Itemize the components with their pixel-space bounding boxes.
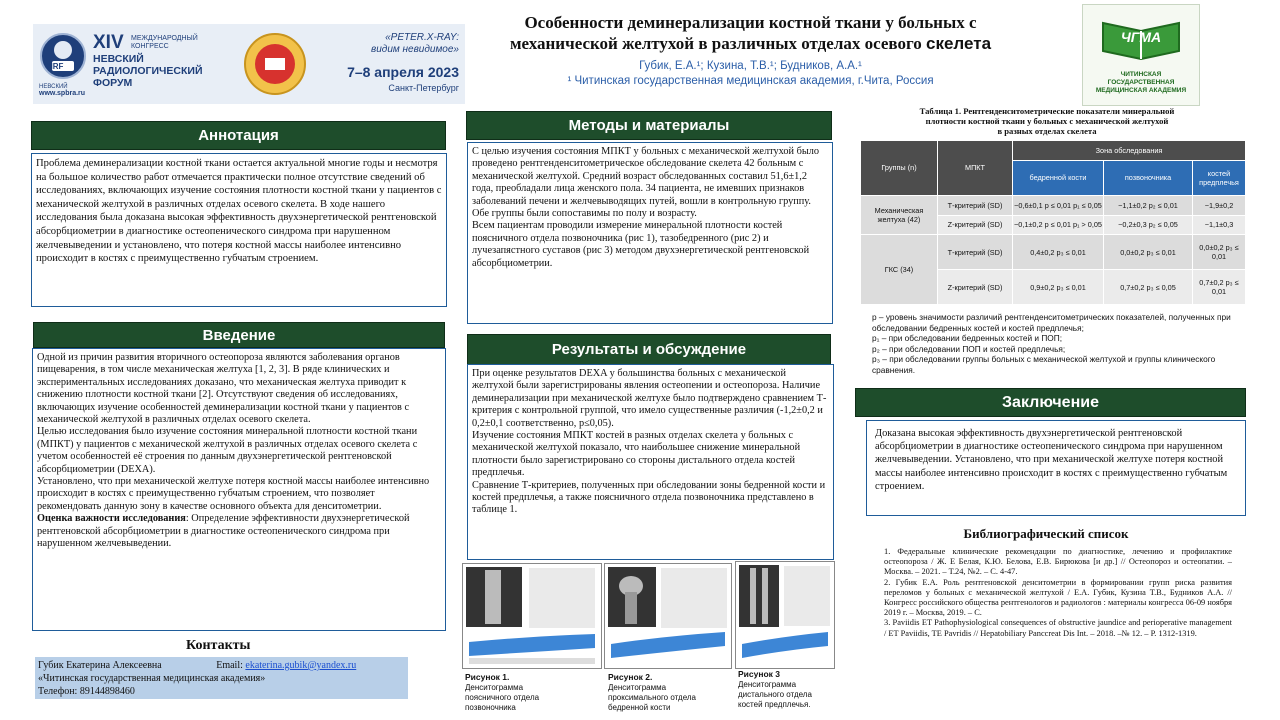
intro-box [32, 348, 446, 631]
intro-heading: Введение [33, 322, 445, 348]
figure-3-caption: Рисунок 3 Денситограмма дистального отдела костей предплечья. [738, 669, 812, 709]
conclusion-text: Доказана высокая эффективность двухэнергетической рентгеновской абсорбциометрии в диагностике остеопенического синдрома при нарушенном желчевыведении. Установлено, что при механической желтухе потеря костной массы наиболее интенсивно происходит в костях с преимущественно губчатым строением. [875, 428, 1228, 492]
reference-2: 2. Губик Е.А. Роль рентгеновской денситометрии в формировании групп риска развития переломов у больных с механической желтухой / Е.А. Губик, Кузина Т.В., Будников А.А. // Конгресс российского общества рентгенологов и радиологов : материалы конгресса 06-09 ноября 2019 г. – Москва, 2019. – С. [884, 577, 1232, 618]
reference-3: 3. Paviidis ET Pathophysiological consequences of obstructive jaundice and perioperative management / ET Paviidis, TE Pavridis // Hepatobiliary Panccreat Dis Int. – 2018. –№ 12. – P. 1312-1319. [884, 618, 1232, 638]
figure-3-image [735, 561, 835, 669]
table-caption: Таблица 1. Рентгенденситометрические показатели минеральной плотности костной ткани у больных с механической желтухой в разных отделах скелета [919, 106, 1175, 136]
contacts-box: Губик Екатерина Алексеевна Email: ekaterina.gubik@yandex.ru «Читинская государственная медицинская академия» Телефон: 89144898460 [35, 657, 408, 699]
contact-email-link[interactable]: ekaterina.gubik@yandex.ru [245, 660, 357, 671]
forum-subtitle: МЕЖДУНАРОДНЫЙ КОНГРЕСС [131, 35, 198, 50]
contact-name: Губик Екатерина Алексеевна [38, 660, 162, 671]
figure-2-image [604, 563, 732, 669]
table-notes: р – уровень значимости различий рентгенденситометрических показателей, полученных при обследовании бедренных костей и костей предплечья; р₁ – при обследовании бедренных костей и ПОП; р₂ – при обследовании ПОП и костей предплечья; р₃ – при обследовании группы больных с механической желтухой и группы клинического сравнения. [872, 312, 1231, 375]
intro-p3: Установлено, что при механической желтухе потеря костной массы наиболее интенсивно происходит в костях с преимущественно губчатым строением, что позволяет рекомендовать данную зону в качестве основного объекта для денситометрии. [37, 476, 430, 512]
densitogram-spine-icon [463, 564, 601, 668]
intro-p2: Целью исследования было изучение состояния минеральной плотности костной ткани (МПКТ) у пациентов с механической желтухой в различных отделах осевого скелета с учетом особенностей её строения по данным двухэнергетической рентгеновской абсорбциометрии (DEXA). [37, 426, 418, 475]
table-row: ГКС (34) Т-критерий (SD) 0,4±0,2 p₃ ≤ 0,01 0,0±0,2 p₃ ≤ 0,01 0,0±0,2 p₃ ≤ 0,01 [861, 235, 1246, 270]
annotation-box [31, 153, 447, 307]
peter-dates: 7–8 апреля 2023 [347, 64, 459, 80]
table-row: Z-критерий (SD) 0,9±0,2 p₃ ≤ 0,01 0,7±0,2 p₃ ≤ 0,05 0,7±0,2 p₃ ≤ 0,01 [861, 270, 1246, 305]
conclusion-box [866, 420, 1246, 516]
results-heading: Результаты и обсуждение [467, 334, 831, 365]
contact-phone: Телефон: 89144898460 [38, 686, 135, 697]
academy-logo [1082, 4, 1200, 106]
results-box [467, 364, 834, 560]
table-row: Z-критерий (SD) −0,1±0,2 p ≤ 0,01 p₁ > 0,05 −0,2±0,3 p₂ ≤ 0,05 −1,1±0,3 [861, 215, 1246, 235]
figure-2-caption: Рисунок 2. Денситограмма проксимального отдела бедренной кости [608, 672, 696, 712]
peter-title: «PETER.X-RAY: видим невидимое» [371, 32, 459, 55]
th-zone: Зона обследования [1013, 141, 1246, 161]
peter-city: Санкт-Петербург [388, 83, 459, 93]
intro-p4: Оценка важности исследования: Определение эффективности двухэнергетической рентгеновской абсорбциометрии в диагностике остеопенического синдрома при нарушенном желчевыведении. [37, 513, 410, 550]
th-femur: бедренной кости [1013, 160, 1104, 195]
authors-block [478, 59, 1023, 89]
poster-title: Особенности деминерализации костной ткани у больных с механической желтухой в различных отделах осевого скелета [509, 13, 992, 53]
figure-1-caption: Рисунок 1. Денситограмма поясничного отдела позвоночника [465, 672, 540, 712]
contacts-heading: Контакты [186, 638, 251, 653]
th-forearm: костей предплечья [1193, 160, 1246, 195]
densitogram-forearm-icon [736, 562, 834, 668]
nrf-emblem-icon [39, 32, 87, 80]
intro-p1: Одной из причин развития вторичного остеопороза являются заболевания органов пищеварения, в том числе механическая желтуха [1, 2, 3]. В ряде клинических и экспериментальных исследованиях доказано, что механическая желтуха приводит к снижению плотности костной ткани [2]. Отсутствуют сведения об исследованиях, включающих изучение особенностей деминерализации костной ткани у пациентов с механической желтухой в различных отделах осевого скелета. [37, 352, 410, 426]
forum-name: НЕВСКИЙ РАДИОЛОГИЧЕСКИЙ ФОРУМ [93, 53, 203, 89]
nrf-small: НЕВСКИЙ [39, 84, 68, 90]
results-table [860, 140, 1246, 305]
annotation-heading: Аннотация [31, 121, 446, 150]
logo-text: ЧГМА [1120, 29, 1162, 45]
authors: Губик, Е.А.¹; Кузина, Т.В.¹; Будников, А.А.¹ [639, 60, 862, 72]
nrf-badge: NRF [47, 62, 64, 71]
forum-roman: XIV [93, 32, 124, 53]
forum-site: www.spbra.ru [39, 90, 86, 97]
bibliography-list [884, 547, 1232, 639]
th-groups: Группы (n) [861, 141, 938, 196]
methods-box [467, 142, 833, 324]
annotation-text: Проблема деминерализации костной ткани остается актуальной многие годы и несмотря на большое количество работ отмечается практически полное отсутствие сведений об исследованиях, включающих изучение состояния плотности костной ткани у пациентов с механической желтухой в различных отделах осевого скелета. В ходе нашего исследования была доказана высокая эффективность двухэнергетической рентгеновской абсорбциометрии в диагностике остеопенического синдрома при нарушенном желчевыведении и установлено, что потеря костной массы наиболее интенсивно происходит в костях с преимущественно губчатым строением. [36, 158, 442, 265]
bibliography-heading: Библиографический список [963, 526, 1129, 541]
results-p3: Сравнение Т-критериев, полученных при обследовании зоны бедренной кости и костей предплечья, а также поясничного отдела позвоночника представлено в таблице 1. [472, 479, 826, 516]
affiliation: ¹ Читинская государственная медицинская академия, г.Чита, Россия [567, 75, 934, 87]
reference-1: 1. Федеральные клинические рекомендации по диагностике, лечению и профилактике остеопороза / Ж. Е Белая, К.Ю. Белова, Е.В. Бирюкова [и др.] // Остеопороз и остеопатии. – Москва. – 2021. – Т.24, №2. – С. 4-47. [884, 547, 1232, 577]
methods-p1: С целью изучения состояния МПКТ у больных с механической желтухой было проведено рентгенденситометрическое обследование скелета 42 больным с механической желтухой. Средний возраст обследованных составил 51,6±1,2 года, преобладали лица женского пола. 34 пациента, не имевших признаков заболеваний печени и желчевыводящих путей, вошли в контрольную группу. Обе группы были сопоставимы по полу и возрасту. [472, 146, 820, 220]
congress-banner [33, 24, 465, 104]
th-spine: позвоночника [1104, 160, 1193, 195]
results-p1: При оценке результатов DEXA у большинства больных с механической желтухой были зарегистрированы явления остеопении и остеопороза. Наличие деминерализации при механической желтухе было подтверждено сравнением Т-критерия с контрольной группой, что имело существенные различия (-1,2±0,2 и 0,2±0,1 соответственно, р≤0,05). [472, 368, 827, 429]
methods-heading: Методы и материалы [466, 111, 832, 140]
densitogram-hip-icon [605, 564, 731, 668]
th-mpkt: МПКТ [938, 141, 1013, 196]
results-p2: Изучение состояния МПКТ костей в разных отделах скелета у больных с механической желтухой показало, что наибольшее снижение минеральной плотности было зарегистрировано со стороны дистального отдела костей предплечья. [472, 430, 801, 479]
conclusion-heading: Заключение [855, 388, 1246, 417]
figure-1-image [462, 563, 602, 669]
contact-org: «Читинская государственная медицинская академия» [38, 673, 266, 684]
peter-xray-emblem-icon [243, 32, 307, 96]
logo-subtitle: ЧИТИНСКАЯ ГОСУДАРСТВЕННАЯ МЕДИЦИНСКАЯ АКАДЕМИЯ [1095, 71, 1187, 94]
methods-p2: Всем пациентам проводили измерение минеральной плотности костей поясничного отдела позвоночника (рис 1), тазобедренного (рис 2) и лучезапястного суставов (рис 3) методом двухэнергетической рентгеновской абсорбциометрии. [472, 220, 810, 269]
table-row: Механическая желтуха (42) Т-критерий (SD) −0,6±0,1 p ≤ 0,01 p₁ ≤ 0,05 −1,1±0,2 p₂ ≤ 0,01 −1,9±0,2 [861, 195, 1246, 215]
